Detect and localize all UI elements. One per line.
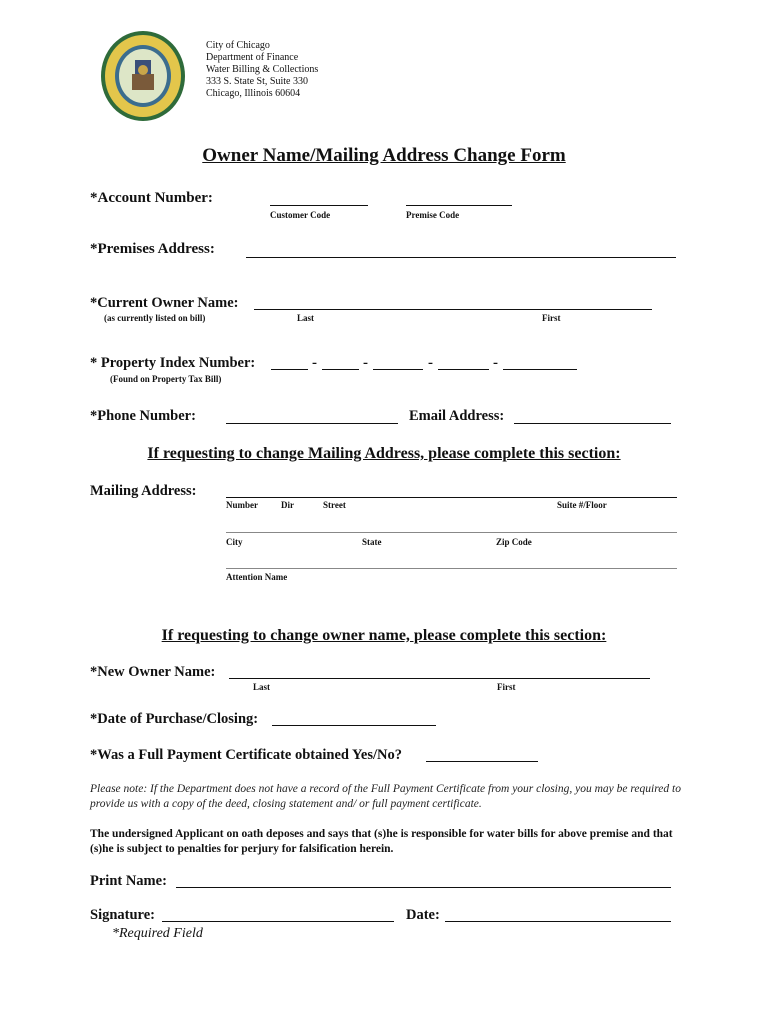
mailing-section-heading: If requesting to change Mailing Address, please complete this section: (147, 445, 621, 462)
current-owner-label: *Current Owner Name: (90, 295, 239, 311)
mailing-city-field[interactable] (226, 532, 677, 533)
customer-code-field[interactable] (270, 205, 368, 206)
required-field-note: *Required Field (112, 926, 203, 941)
purchase-date-field[interactable] (272, 725, 436, 726)
new-owner-field[interactable] (229, 678, 650, 679)
email-field[interactable] (514, 423, 671, 424)
premise-code-field[interactable] (406, 205, 512, 206)
header-line: 333 S. State St, Suite 330 (206, 76, 308, 87)
premise-code-caption: Premise Code (406, 210, 460, 220)
premises-address-label: *Premises Address: (90, 241, 215, 257)
header-line: Department of Finance (206, 52, 299, 63)
mailing-street-field[interactable] (226, 497, 677, 498)
department-note: Please note: If the Department does not have a record of the Full Payment Certificate from your closing, you may be required to provide us with a copy of the deed, closing statement and/ or full payment certificate. (90, 783, 681, 810)
city-seal-logo (100, 30, 186, 122)
signature-date-field[interactable] (445, 921, 671, 922)
pin-segment-2[interactable] (322, 369, 359, 370)
mailing-number-caption: Number (226, 500, 258, 510)
header-line: Water Billing & Collections (206, 64, 319, 75)
pin-separator: - (363, 355, 368, 371)
email-label: Email Address: (409, 408, 505, 424)
new-owner-label: *New Owner Name: (90, 664, 216, 680)
owner-first-caption: First (542, 313, 561, 323)
owner-last-caption: Last (297, 313, 315, 323)
attention-name-caption: Attention Name (226, 572, 288, 582)
premises-address-field[interactable] (246, 257, 676, 258)
purchase-date-label: *Date of Purchase/Closing: (90, 711, 259, 727)
signature-field[interactable] (162, 921, 394, 922)
pin-segment-3[interactable] (373, 369, 423, 370)
attention-name-field[interactable] (226, 568, 677, 569)
pin-segment-5[interactable] (503, 369, 577, 370)
certificate-field[interactable] (426, 761, 538, 762)
mailing-street-caption: Street (323, 500, 346, 510)
oath-statement: The undersigned Applicant on oath deposes and says that (s)he is responsible for water bills for above premise and that (s)he is subject to penalties for perjury for falsification herein. (90, 828, 673, 855)
pin-separator: - (312, 355, 317, 371)
form-title: Owner Name/Mailing Address Change Form (202, 145, 566, 166)
phone-field[interactable] (226, 423, 398, 424)
mailing-address-label: Mailing Address: (90, 483, 197, 499)
new-owner-last-caption: Last (253, 682, 271, 692)
pin-segment-4[interactable] (438, 369, 489, 370)
header-line: Chicago, Illinois 60604 (206, 88, 301, 99)
signature-label: Signature: (90, 907, 155, 923)
signature-date-label: Date: (406, 907, 440, 923)
certificate-label: *Was a Full Payment Certificate obtained Yes/No? (90, 747, 402, 763)
pin-label: * Property Index Number: (90, 355, 256, 371)
current-owner-field[interactable] (254, 309, 652, 310)
header-line: City of Chicago (206, 40, 270, 51)
customer-code-caption: Customer Code (270, 210, 331, 220)
owner-section-heading: If requesting to change owner name, please complete this section: (161, 627, 607, 644)
pin-segment-1[interactable] (271, 369, 308, 370)
print-name-label: Print Name: (90, 873, 167, 889)
pin-separator: - (493, 355, 498, 371)
print-name-field[interactable] (176, 887, 671, 888)
new-owner-first-caption: First (497, 682, 516, 692)
mailing-zip-caption: Zip Code (496, 537, 532, 547)
account-number-label: *Account Number: (90, 190, 213, 206)
phone-label: *Phone Number: (90, 408, 196, 424)
current-owner-note: (as currently listed on bill) (104, 313, 206, 323)
pin-note: (Found on Property Tax Bill) (110, 374, 222, 384)
pin-separator: - (428, 355, 433, 371)
mailing-dir-caption: Dir (281, 500, 294, 510)
department-address (206, 40, 318, 100)
mailing-state-caption: State (362, 537, 382, 547)
mailing-city-caption: City (226, 537, 243, 547)
mailing-suite-caption: Suite #/Floor (557, 500, 607, 510)
